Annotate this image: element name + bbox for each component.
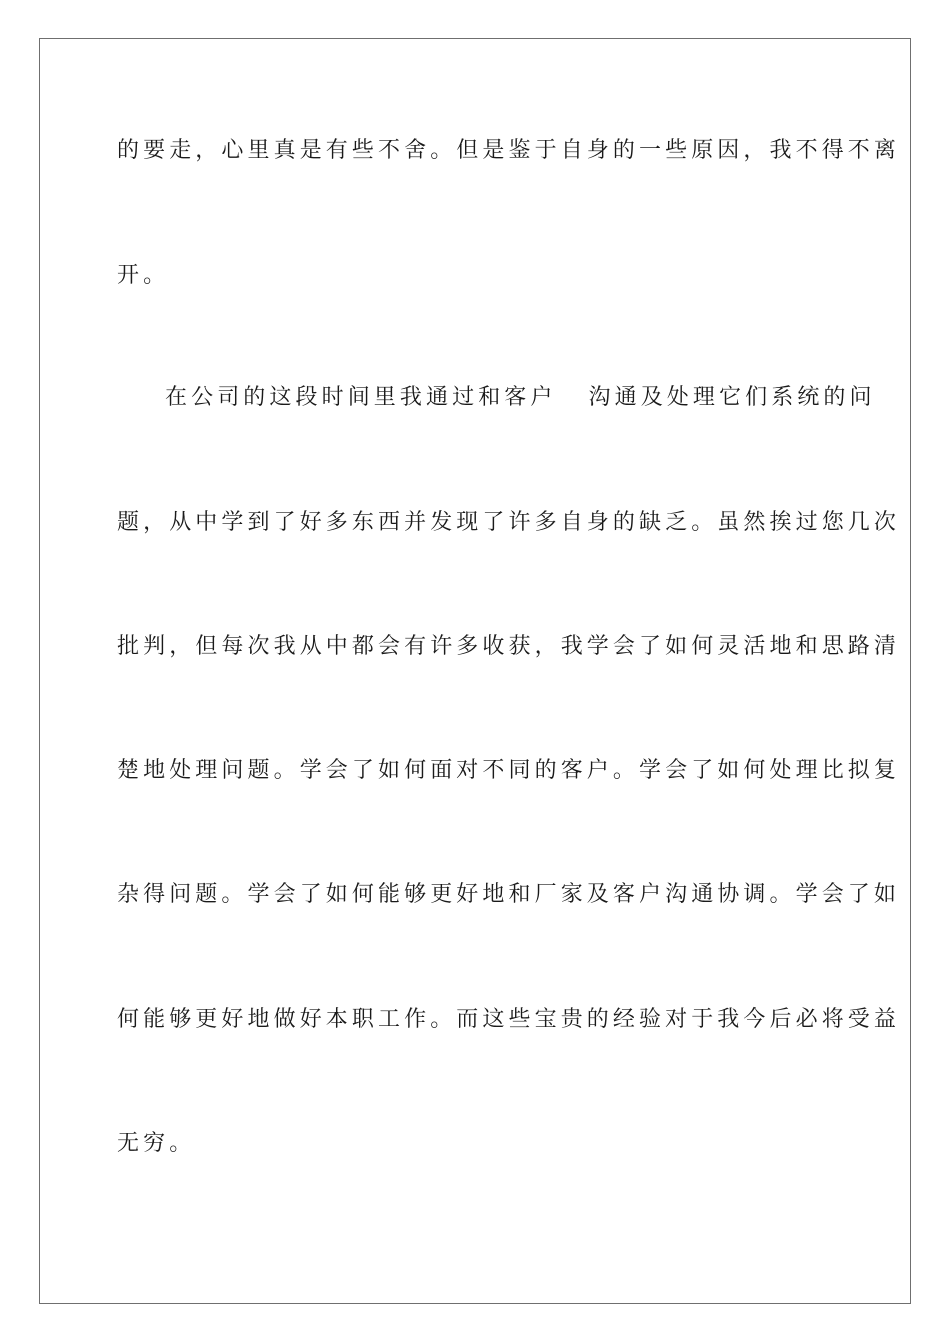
text-line-1: 的要走，心里真是有些不舍。但是鉴于自身的一些原因，我不得不离: [117, 138, 901, 163]
text-line-3: [117, 383, 881, 413]
text-line-9: 无穷。: [117, 1131, 196, 1156]
text-line-3-part-2: 沟通及处理它们系统的问: [588, 385, 876, 410]
page-border: [39, 38, 911, 1304]
text-line-6: 楚地处理问题。学会了如何面对不同的客户。学会了如何处理比拟复: [117, 758, 901, 783]
text-line-4: 题，从中学到了好多东西并发现了许多自身的缺乏。虽然挨过您几次: [117, 510, 901, 535]
text-line-2: 开。: [117, 263, 170, 288]
text-line-3-part-1: 在公司的这段时间里我通过和客户: [165, 385, 557, 410]
text-line-7: 杂得问题。学会了如何能够更好地和厂家及客户沟通协调。学会了如: [117, 882, 901, 907]
text-line-5: 批判，但每次我从中都会有许多收获，我学会了如何灵活地和思路清: [117, 634, 901, 659]
text-line-8: 何能够更好地做好本职工作。而这些宝贵的经验对于我今后必将受益: [117, 1007, 901, 1032]
